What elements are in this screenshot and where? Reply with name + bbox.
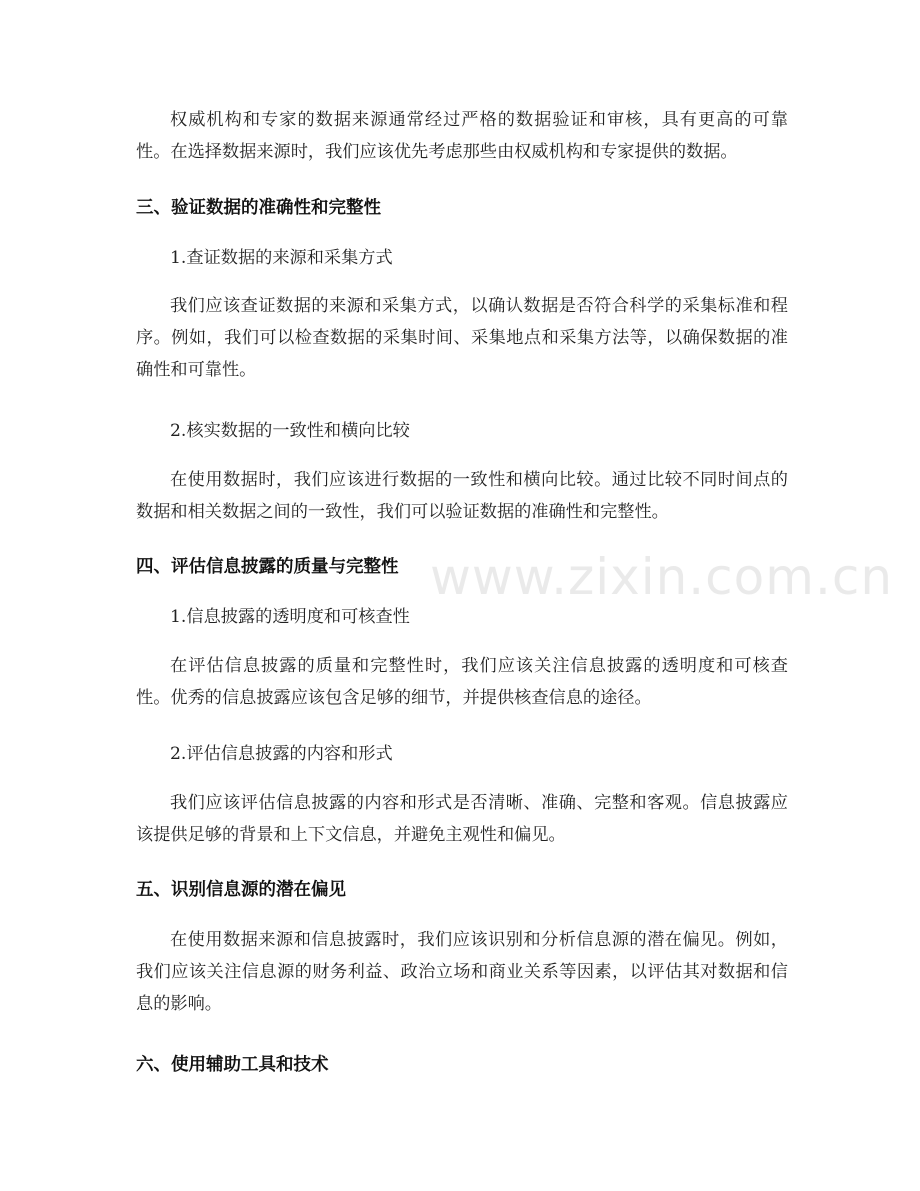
section-heading-4: 四、评估信息披露的质量与完整性: [136, 557, 399, 577]
paragraph-authority-sources: 权威机构和专家的数据来源通常经过严格的数据验证和审核，具有更高的可靠性。在选择数据来源时，我们应该优先考虑那些由权威机构和专家提供的数据。: [136, 110, 788, 162]
paragraph-4-1: 在评估信息披露的质量和完整性时，我们应该关注信息披露的透明度和可核查性。优秀的信息披露应该包含足够的细节，并提供核查信息的途径。: [136, 656, 788, 708]
paragraph-4-2: 我们应该评估信息披露的内容和形式是否清晰、准确、完整和客观。信息披露应该提供足够的背景和上下文信息，并避免主观性和偏见。: [136, 793, 788, 845]
subheading-3-1: 1.查证数据的来源和采集方式: [170, 248, 393, 268]
section-heading-5: 五、识别信息源的潜在偏见: [136, 880, 346, 900]
section-heading-6: 六、使用辅助工具和技术: [136, 1055, 329, 1075]
paragraph-5: 在使用数据来源和信息披露时，我们应该识别和分析信息源的潜在偏见。例如，我们应该关注信息源的财务利益、政治立场和商业关系等因素，以评估其对数据和信息的影响。: [136, 930, 788, 1014]
paragraph-3-1: 我们应该查证数据的来源和采集方式，以确认数据是否符合科学的采集标准和程序。例如，我们可以检查数据的采集时间、采集地点和采集方法等，以确保数据的准确性和可靠性。: [136, 296, 788, 380]
watermark: www.zixin.com.cn: [430, 548, 894, 606]
section-heading-3: 三、验证数据的准确性和完整性: [136, 198, 381, 218]
paragraph-3-2: 在使用数据时，我们应该进行数据的一致性和横向比较。通过比较不同时间点的数据和相关数据之间的一致性，我们可以验证数据的准确性和完整性。: [136, 470, 788, 522]
subheading-3-2: 2.核实数据的一致性和横向比较: [170, 421, 410, 441]
subheading-4-1: 1.信息披露的透明度和可核查性: [170, 607, 410, 627]
subheading-4-2: 2.评估信息披露的内容和形式: [170, 744, 393, 764]
